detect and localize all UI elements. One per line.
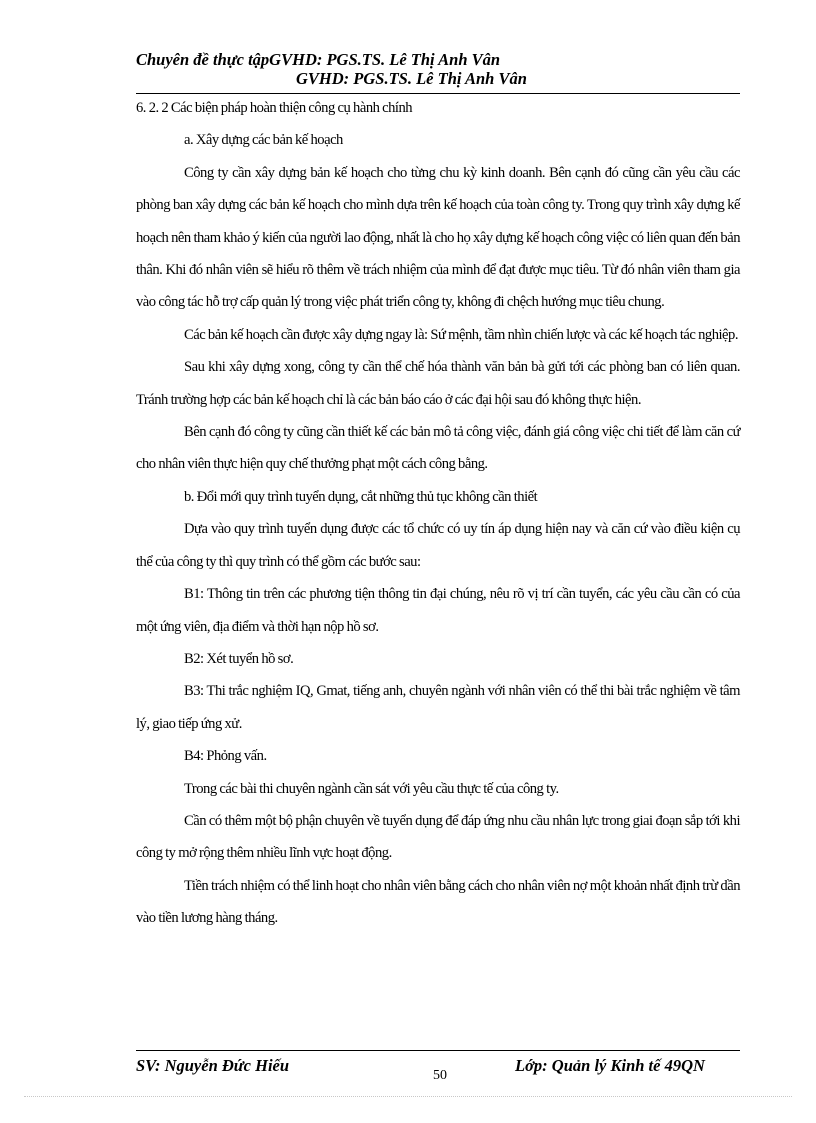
paragraph: Bên cạnh đó công ty cũng cần thiết kế các bản mô tả công việc, đánh giá công việc chi tiết để làm căn cứ cho nhân viên thực hiện quy chế thưởng phạt một cách công bằng. (136, 424, 740, 473)
subsection-heading-a: a. Xây dựng các bản kế hoạch (184, 132, 343, 149)
paragraph: Tiền trách nhiệm có thể linh hoạt cho nhân viên bằng cách cho nhân viên nợ một khoản nhất định trừ dần vào tiền lương hàng tháng. (136, 877, 740, 927)
footer-divider (136, 1050, 740, 1051)
paragraph: B4: Phỏng vấn. (184, 748, 267, 765)
header-line-1: Chuyên đề thực tậpGVHD: PGS.TS. Lê Thị Anh Vân (136, 50, 501, 69)
subsection-heading-b: b. Đổi mới quy trình tuyển dụng, cắt những thủ tục không cần thiết (184, 488, 538, 505)
paragraph: Trong các bài thi chuyên ngành cần sát với yêu cầu thực tế của công ty. (184, 780, 559, 797)
footer-class: Lớp: Quản lý Kinh tế 49QN (515, 1056, 705, 1075)
paragraph: Cần có thêm một bộ phận chuyên về tuyển dụng để đáp ứng nhu cầu nhân lực trong giai đoạn sắp tới khi công ty mở rộng thêm nhiều lĩnh vực hoạt động. (136, 812, 740, 862)
page-header (136, 50, 740, 88)
footer-student: SV: Nguyễn Đức Hiếu (136, 1056, 290, 1075)
paragraph: B3: Thi trắc nghiệm IQ, Gmat, tiếng anh, chuyên ngành với nhân viên có thể thi bài trắc nghiệm về tâm lý, giao tiếp ứng xử. (136, 683, 740, 732)
paragraph: Công ty cần xây dựng bản kế hoạch cho từng chu kỳ kinh doanh. Bên cạnh đó cũng cần yêu cầu các phòng ban xây dựng các bản kế hoạch cho mình dựa trên kế hoạch của toàn công ty. Trong quy trình xây dựng kế hoạch nên tham khảo ý kiến của người lao động, nhất là cho họ xây dựng kế hoạch công việc có liên quan đến bản thân. Khi đó nhân viên sẽ hiểu rõ thêm về trách nhiệm của mình để đạt được mục tiêu. Từ đó nhân viên tham gia vào công tác hỗ trợ cấp quản lý trong việc phát triển công ty, không đi chệch hướng mục tiêu chung. (136, 164, 740, 311)
paragraph: Sau khi xây dựng xong, công ty cần thể chế hóa thành văn bản bà gửi tới các phòng ban có liên quan. Tránh trường hợp các bản kế hoạch chỉ là các bản báo cáo ở các đại hội sau đó không thực hiện. (136, 359, 740, 408)
page-number: 50 (433, 1068, 447, 1083)
paragraph: Dựa vào quy trình tuyển dụng được các tổ chức có uy tín áp dụng hiện nay và căn cứ vào điều kiện cụ thể của công ty thì quy trình có thể gồm các bước sau: (136, 521, 740, 570)
paragraph: B1: Thông tin trên các phương tiện thông tin đại chúng, nêu rõ vị trí cần tuyển, các yêu cầu cần có của một ứng viên, địa điểm và thời hạn nộp hồ sơ. (136, 586, 740, 635)
header-line-2: GVHD: PGS.TS. Lê Thị Anh Vân (296, 69, 527, 88)
section-heading: 6. 2. 2 Các biện pháp hoàn thiện công cụ hành chính (136, 100, 413, 116)
document-body (136, 92, 740, 935)
page-bottom-border (24, 1096, 792, 1097)
paragraph: Các bản kế hoạch cần được xây dựng ngay là: Sứ mệnh, tầm nhìn chiến lược và các kế hoạch tác nghiệp. (184, 326, 738, 343)
paragraph: B2: Xét tuyển hồ sơ. (184, 650, 294, 667)
